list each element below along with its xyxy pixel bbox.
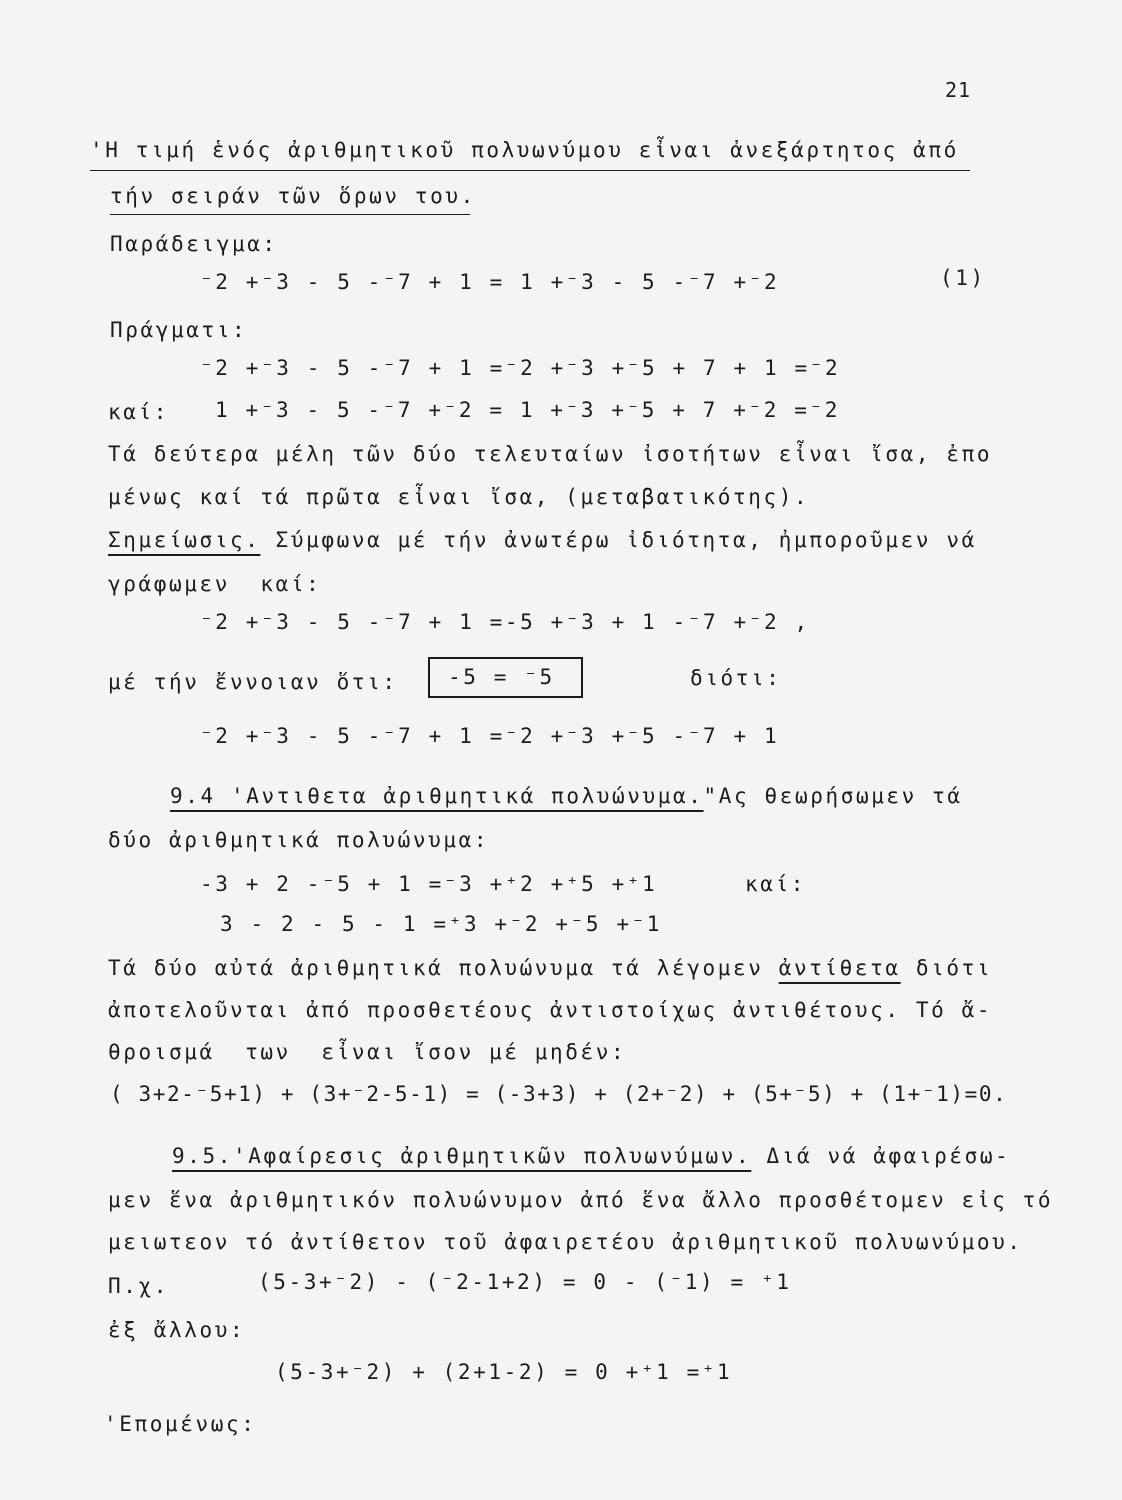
conclusion-line-2: μένως καί τά πρῶτα εἶναι ἴσα, (μεταβατικότης). xyxy=(108,485,810,509)
section-9-4-text-2: ἀποτελοῦνται ἀπό προσθετέους ἀντιστοίχως ἀντιθέτους. Τό ἄ- xyxy=(108,998,993,1022)
section-9-4-equation-2: 3 - 2 - 5 - 1 =⁺3 +⁻2 +⁻5 +⁻1 xyxy=(220,912,663,936)
section-9-4-heading xyxy=(170,786,963,807)
conclusion-line-1: Τά δεύτερα μέλη τῶν δύο τελευταίων ἰσοτήτων εἶναι ἴσα, ἐπο xyxy=(108,442,993,466)
proof-equation-2: 1 +⁻3 - 5 -⁻7 +⁻2 = 1 +⁻3 +⁻5 + 7 +⁻2 =⁻2 xyxy=(215,398,840,422)
sum-equation: ( 3+2-⁻5+1) + (3+⁻2-5-1) = (-3+3) + (2+⁻2) + (5+⁻5) + (1+⁻1)=0. xyxy=(110,1082,1008,1106)
note-line-2: γράφωμεν καί: xyxy=(108,572,322,596)
example-label: Παράδειγμα: xyxy=(110,232,278,256)
px-equation: (5-3+⁻2) - (⁻2-1+2) = 0 - (⁻1) = ⁺1 xyxy=(258,1270,792,1294)
statement-line-2: τήν σειράν τῶν ὅρων του. xyxy=(110,184,476,208)
note-line-1 xyxy=(108,530,977,551)
section-9-5-title: 9.5.'Αφαίρεσις ἀριθμητικῶν πολυωνύμων. xyxy=(172,1144,752,1168)
section-9-4-text-3: θροισμά των εἶναι ἴσον μέ μηδέν: xyxy=(108,1040,627,1064)
proof-kai: καί: xyxy=(108,400,169,424)
statement-underline-1 xyxy=(90,170,970,171)
section-9-5-line-2: μεν ἕνα ἀριθμητικόν πολυώνυμον ἀπό ἕνα ἄλλο προσθέτομεν εἰς τό xyxy=(108,1188,1054,1212)
allou-equation: (5-3+⁻2) + (2+1-2) = 0 +⁺1 =⁺1 xyxy=(275,1360,733,1384)
allou-label: ἐξ ἄλλου: xyxy=(108,1318,246,1342)
boxed-identity: -5 = ⁻5 xyxy=(428,657,583,698)
section-9-5-heading xyxy=(172,1146,1010,1167)
equation-number: (1) xyxy=(940,266,986,290)
section-9-4-text-1 xyxy=(108,958,992,979)
section-9-4-equation-1: -3 + 2 -⁻5 + 1 =⁻3 +⁺2 +⁺5 +⁺1 xyxy=(200,872,658,896)
note-because: διότι: xyxy=(690,666,782,690)
page-number: 21 xyxy=(945,78,972,102)
note-label: Σημείωσις. xyxy=(108,528,261,552)
note-equation: ⁻2 +⁻3 - 5 -⁻7 + 1 =-5 +⁻3 + 1 -⁻7 +⁻2 , xyxy=(200,610,810,634)
statement-line-1: 'Η τιμή ἑνός ἀριθμητικοῦ πολυωνύμου εἶναι ἀνεξάρτητος ἀπό xyxy=(90,138,959,162)
px-label: Π.χ. xyxy=(108,1274,169,1298)
text-1-start: Τά δύο αὐτά ἀριθμητικά πολυώνυμα τά λέγομεν xyxy=(108,956,779,980)
note-line-1-rest: Σύμφωνα μέ τήν ἀνωτέρω ἰδιότητα, ἠμποροῦμεν νά xyxy=(260,528,977,552)
statement-underline-2 xyxy=(110,214,470,215)
therefore-label: 'Επομένως: xyxy=(104,1412,257,1436)
note-meaning: μέ τήν ἔννοιαν ὅτι: xyxy=(108,670,398,694)
section-9-5-title-rest: Διά νά ἀφαιρέσω- xyxy=(751,1144,1011,1168)
section-9-4-title-rest: "Ας θεωρήσωμεν τά xyxy=(703,784,963,808)
proof-label: Πράγματι: xyxy=(110,318,248,342)
antitheta-term: ἀντίθετα xyxy=(778,956,901,980)
section-9-4-line-2: δύο ἀριθμητικά πολυώνυμα: xyxy=(108,828,490,852)
text-1-end: διότι xyxy=(900,956,993,980)
example-equation: ⁻2 +⁻3 - 5 -⁻7 + 1 = 1 +⁻3 - 5 -⁻7 +⁻2 xyxy=(200,270,780,294)
proof-equation-1: ⁻2 +⁻3 - 5 -⁻7 + 1 =⁻2 +⁻3 +⁻5 + 7 + 1 =⁻2 xyxy=(200,356,841,380)
section-9-4-title: 9.4 'Αντιθετα ἀριθμητικά πολυώνυμα. xyxy=(170,784,704,808)
section-9-4-kai: καί: xyxy=(745,872,806,896)
note-equation-2: ⁻2 +⁻3 - 5 -⁻7 + 1 =⁻2 +⁻3 +⁻5 -⁻7 + 1 xyxy=(200,724,780,748)
section-9-5-line-3: μειωτεον τό ἀντίθετον τοῦ ἀφαιρετέου ἀριθμητικοῦ πολυωνύμου. xyxy=(108,1230,1023,1254)
